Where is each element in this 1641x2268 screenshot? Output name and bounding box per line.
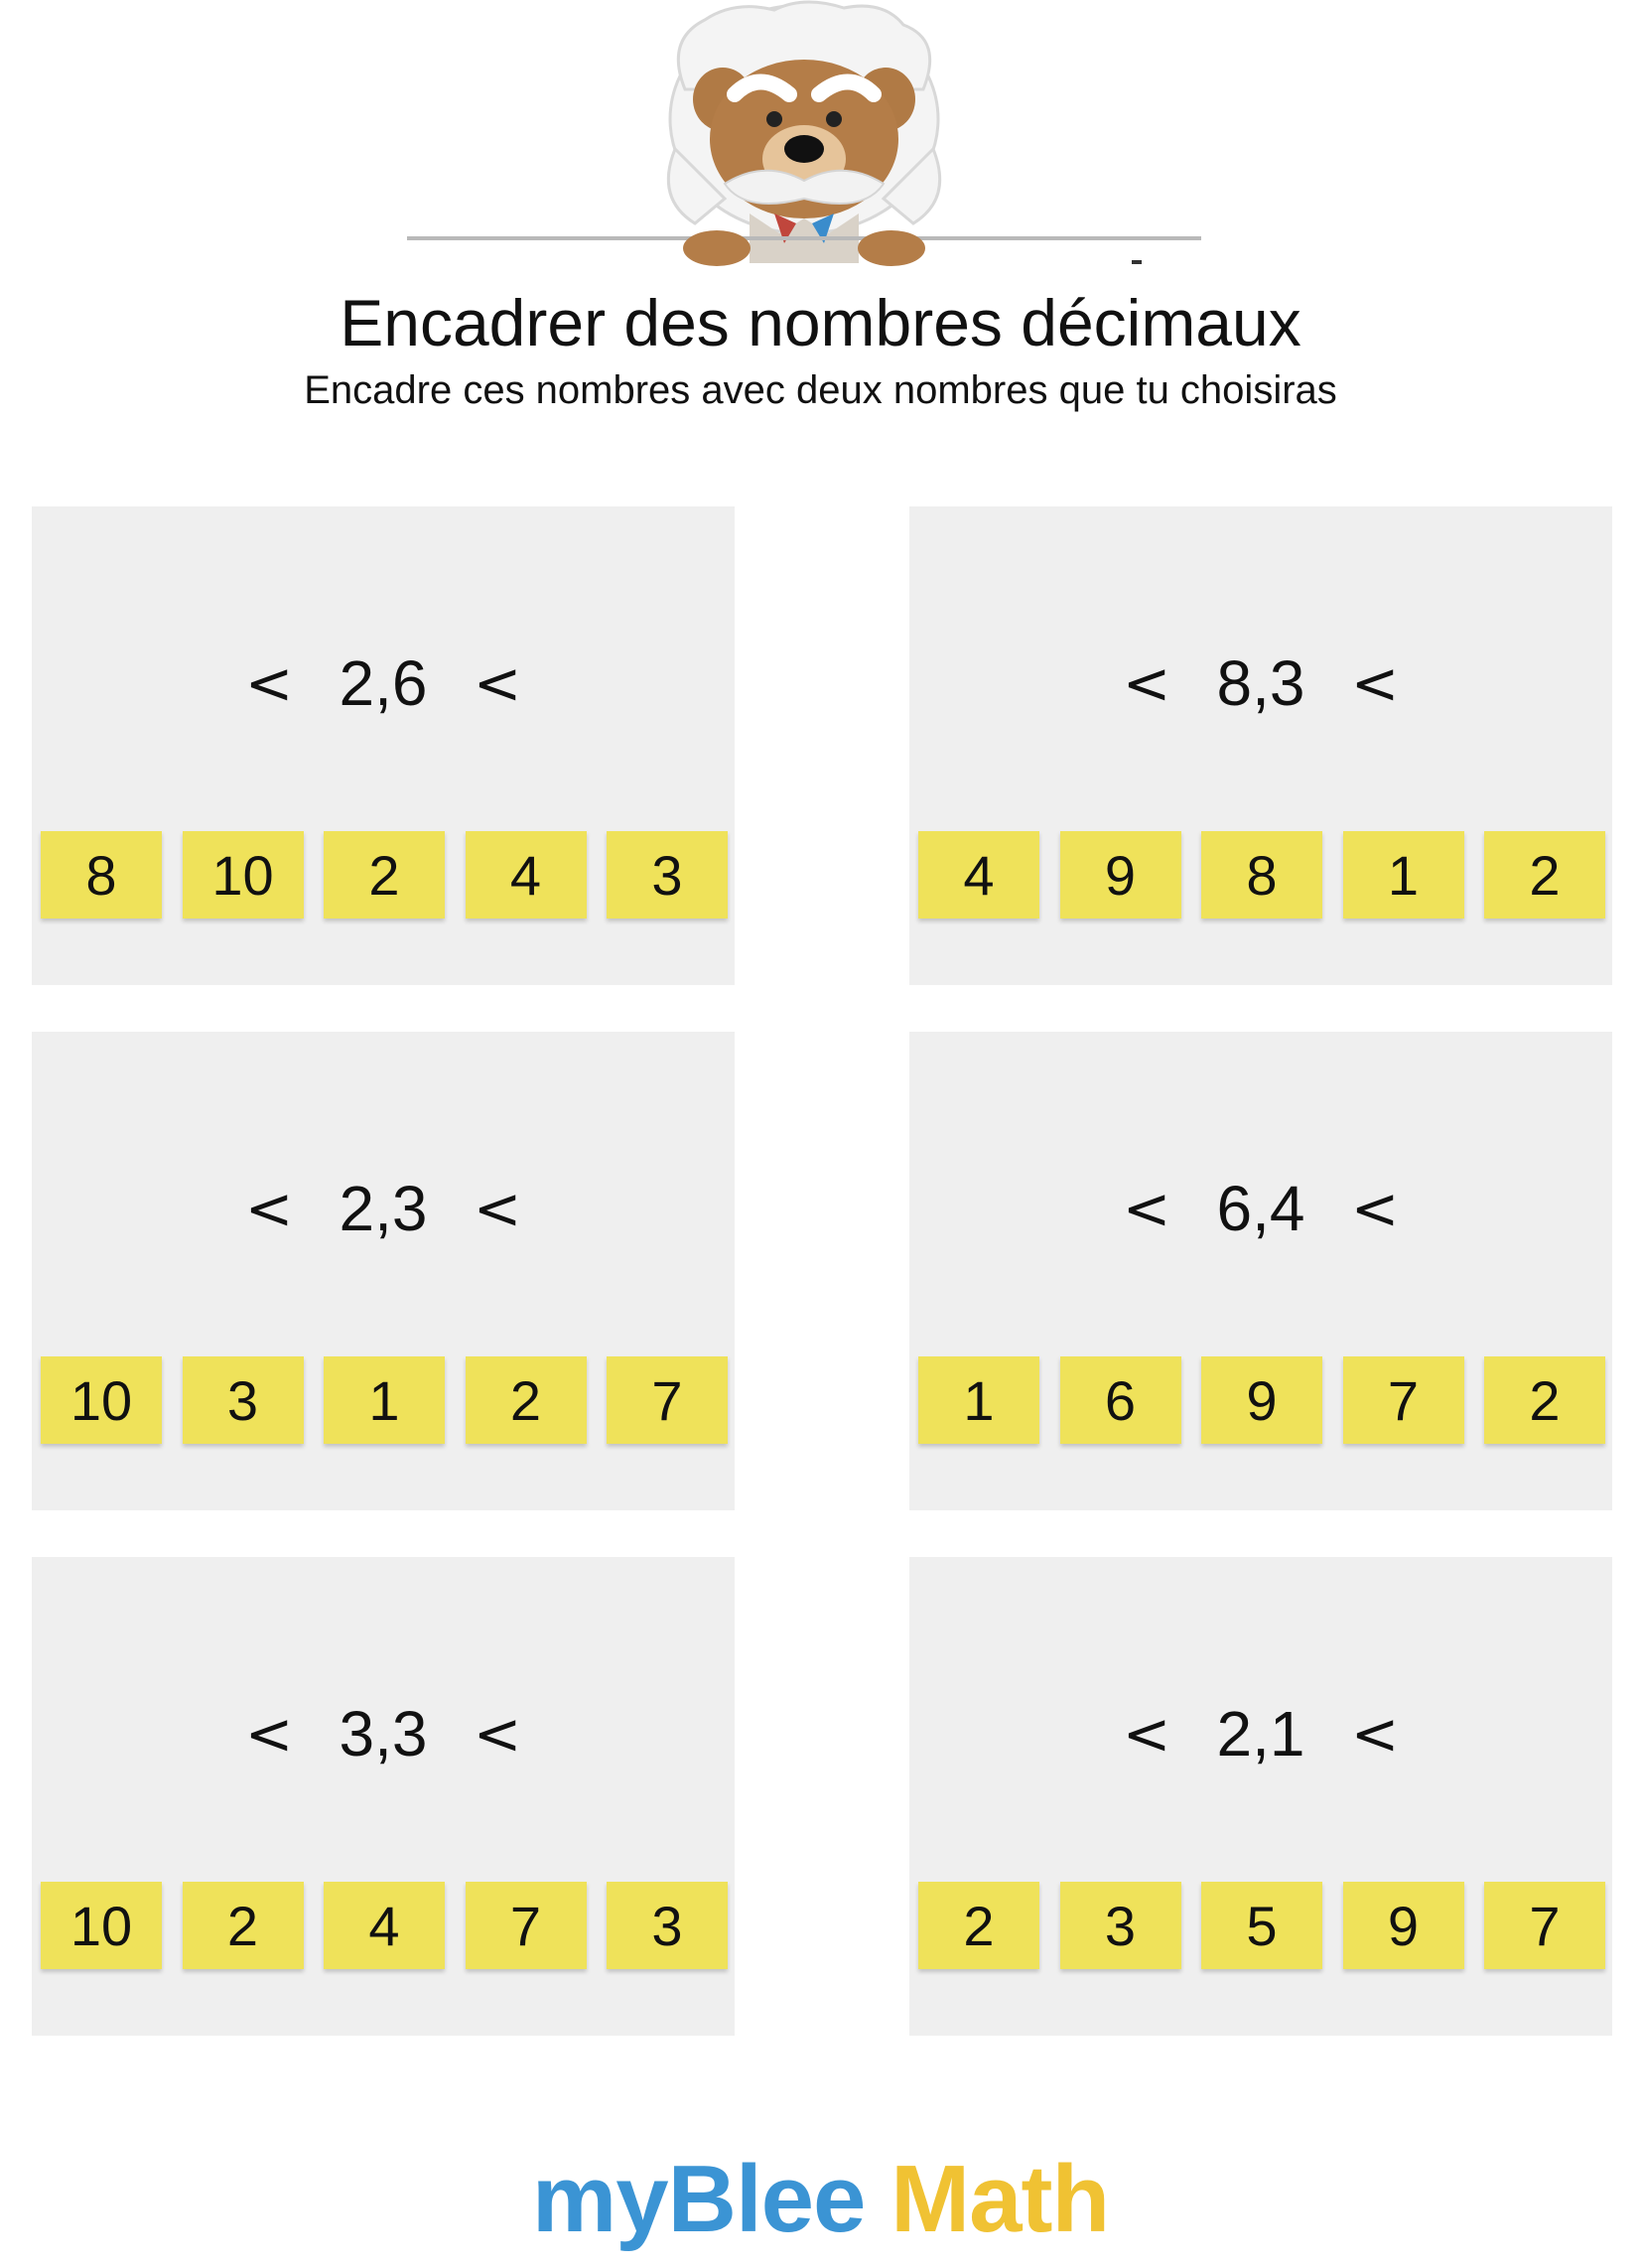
myblee-math-logo (0, 2145, 1641, 2254)
exercise-card (32, 1557, 735, 2036)
number-tile[interactable]: 4 (918, 831, 1039, 919)
inequality-row (32, 1694, 735, 1773)
inequality-row (32, 643, 735, 723)
logo-text-myblee: myBlee (531, 2146, 866, 2252)
number-tile[interactable]: 1 (324, 1356, 445, 1444)
exercise-card (909, 1557, 1612, 2036)
number-tile[interactable]: 4 (324, 1882, 445, 1969)
number-tile[interactable]: 8 (1201, 831, 1322, 919)
number-tile[interactable]: 9 (1343, 1882, 1464, 1969)
number-tile[interactable]: 4 (466, 831, 587, 919)
less-than-symbol: < (1350, 1175, 1400, 1242)
number-tile[interactable]: 5 (1201, 1882, 1322, 1969)
number-tile[interactable]: 2 (1484, 831, 1605, 919)
number-tile[interactable]: 10 (41, 1882, 162, 1969)
inequality-row (909, 1169, 1612, 1248)
number-tile[interactable]: 3 (1060, 1882, 1181, 1969)
logo-text-math: Math (890, 2146, 1110, 2252)
less-than-symbol: < (1350, 1700, 1400, 1768)
page-subtitle: Encadre ces nombres avec deux nombres que tu choisiras (304, 368, 1337, 412)
number-tile[interactable]: 7 (607, 1356, 728, 1444)
number-tiles (918, 831, 1605, 921)
number-tile[interactable]: 1 (1343, 831, 1464, 919)
number-tile[interactable]: 2 (183, 1882, 304, 1969)
number-tile[interactable]: 2 (1484, 1356, 1605, 1444)
number-tile[interactable]: 2 (466, 1356, 587, 1444)
number-tile[interactable]: 3 (183, 1356, 304, 1444)
number-tiles (918, 1356, 1605, 1446)
exercise-card (909, 506, 1612, 985)
number-tile[interactable]: 9 (1060, 831, 1181, 919)
number-tiles (918, 1882, 1605, 1971)
number-tile[interactable]: 2 (918, 1882, 1039, 1969)
decimal-number: 2,1 (1216, 1698, 1305, 1770)
number-tile[interactable]: 3 (607, 1882, 728, 1969)
number-tile[interactable]: 1 (918, 1356, 1039, 1444)
inequality-row (32, 1169, 735, 1248)
number-tile[interactable]: 10 (183, 831, 304, 919)
number-tiles (41, 831, 728, 921)
exercise-card (32, 506, 735, 985)
less-than-symbol: < (473, 649, 522, 717)
decimal-number: 2,6 (339, 647, 428, 719)
number-tile[interactable]: 7 (1343, 1356, 1464, 1444)
number-tile[interactable]: 7 (1484, 1882, 1605, 1969)
number-tiles (41, 1356, 728, 1446)
decimal-number: 6,4 (1216, 1173, 1305, 1244)
page-title: Encadrer des nombres décimaux (340, 286, 1301, 359)
less-than-symbol: < (244, 1700, 294, 1768)
inequality-row (909, 643, 1612, 723)
less-than-symbol: < (244, 1175, 294, 1242)
number-tile[interactable]: 6 (1060, 1356, 1181, 1444)
decimal-number: 3,3 (339, 1698, 428, 1770)
less-than-symbol: < (1122, 1700, 1171, 1768)
decimal-number: 8,3 (1216, 647, 1305, 719)
number-tile[interactable]: 9 (1201, 1356, 1322, 1444)
number-tile[interactable]: 10 (41, 1356, 162, 1444)
less-than-symbol: < (473, 1175, 522, 1242)
number-tiles (41, 1882, 728, 1971)
number-tile[interactable]: 8 (41, 831, 162, 919)
number-tile[interactable]: 7 (466, 1882, 587, 1969)
decimal-number: 2,3 (339, 1173, 428, 1244)
number-tile[interactable]: 3 (607, 831, 728, 919)
inequality-row (909, 1694, 1612, 1773)
less-than-symbol: < (473, 1700, 522, 1768)
exercise-card (909, 1032, 1612, 1510)
less-than-symbol: < (1350, 649, 1400, 717)
bear-mascot-icon (407, 0, 1201, 273)
less-than-symbol: < (1122, 1175, 1171, 1242)
less-than-symbol: < (1122, 649, 1171, 717)
number-tile[interactable]: 2 (324, 831, 445, 919)
exercise-card (32, 1032, 735, 1510)
less-than-symbol: < (244, 649, 294, 717)
